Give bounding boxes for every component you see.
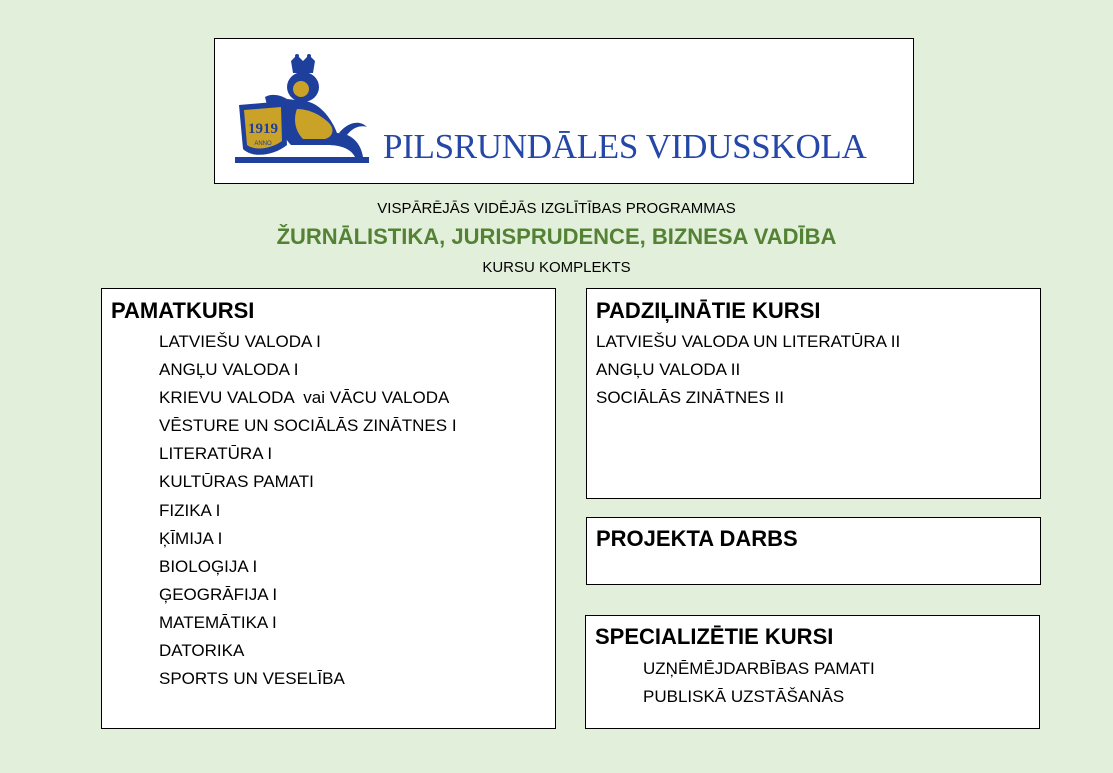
logo-anno: ANNO [254, 141, 272, 147]
list-item: MATEMĀTIKA I [159, 612, 277, 632]
list-item: ĶĪMIJA I [159, 528, 223, 548]
advanced-courses-box [586, 288, 1041, 499]
project-work-title: PROJEKTA DARBS [596, 526, 798, 551]
list-item: KRIEVU VALODA vai VĀCU VALODA [159, 388, 450, 408]
specialized-courses-box [585, 615, 1040, 729]
list-item: BIOLOĢIJA I [159, 556, 258, 576]
school-crest-icon [235, 53, 375, 169]
school-name: PILSRUNDĀLES VIDUSSKOLA [383, 127, 867, 166]
list-item: FIZIKA I [159, 500, 221, 520]
list-item: LITERATŪRA I [159, 444, 273, 464]
advanced-courses-title: PADZIĻINĀTIE KURSI [596, 298, 821, 323]
list-item: UZŅĒMĒJDARBĪBAS PAMATI [643, 659, 875, 678]
list-item: LATVIEŠU VALODA I [159, 332, 321, 351]
project-work-box [586, 517, 1041, 585]
list-item: ĢEOGRĀFIJA I [159, 584, 278, 604]
list-item: ANGĻU VALODA II [596, 360, 741, 380]
list-item: SOCIĀLĀS ZINĀTNES II [596, 388, 784, 408]
list-item: DATORIKA [159, 641, 245, 661]
course-kit-label: KURSU KOMPLEKTS [482, 259, 631, 276]
program-type: VISPĀRĒJĀS VIDĒJĀS IZGLĪTĪBAS PROGRAMMAS [377, 200, 736, 217]
advanced-courses-list [596, 328, 900, 412]
program-title: ŽURNĀLISTIKA, JURISPRUDENCE, BIZNESA VADĪBA [276, 224, 837, 249]
list-item: PUBLISKĀ UZSTĀŠANĀS [643, 687, 845, 707]
core-courses-list [159, 328, 457, 693]
list-item: ANGĻU VALODA I [159, 360, 299, 380]
core-courses-title: PAMATKURSI [111, 298, 255, 323]
list-item: VĒSTURE UN SOCIĀLĀS ZINĀTNES I [159, 416, 457, 436]
specialized-courses-title: SPECIALIZĒTIE KURSI [595, 624, 834, 649]
list-item: SPORTS UN VESELĪBA [159, 669, 345, 689]
list-item: LATVIEŠU VALODA UN LITERATŪRA II [596, 332, 901, 351]
list-item: KULTŪRAS PAMATI [159, 472, 314, 492]
core-courses-box [101, 288, 556, 729]
specialized-courses-list [643, 655, 875, 711]
logo-banner [214, 38, 914, 184]
logo-year: 1919 [248, 121, 278, 137]
